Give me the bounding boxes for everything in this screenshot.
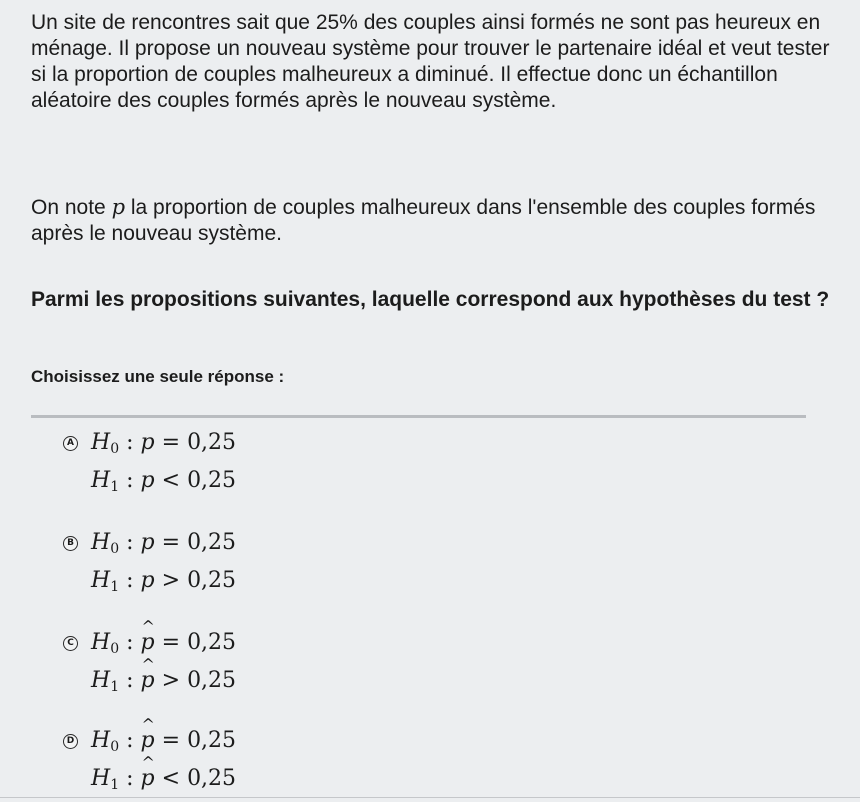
- option-a-h1: $H_1$ : p < 0,25: [91, 468, 237, 495]
- bottom-divider: [0, 797, 860, 798]
- option-d-radio-badge[interactable]: D: [63, 734, 78, 749]
- option-b-radio-badge[interactable]: B: [63, 536, 78, 551]
- option-d-h0: $H_0$ : ^ p = 0,25: [91, 726, 236, 762]
- option-c-h1: $H_1$ : ^ p > 0,25: [91, 666, 236, 702]
- definition-text-end: la proportion de couples malheureux dans l'ensemble des couples formés après le nouveau système.: [31, 196, 816, 245]
- definition-paragraph: [31, 194, 836, 247]
- option-b-h0: $H_0$ : p = 0,25: [91, 530, 237, 557]
- option-c-h0: $H_0$ : ^ p = 0,25: [91, 628, 236, 664]
- definition-text-start: On note: [31, 196, 112, 219]
- variable-p: p: [111, 195, 126, 219]
- option-d[interactable]: [63, 722, 483, 802]
- question-text: Parmi les propositions suivantes, laquelle correspond aux hypothèses du test ?: [31, 288, 830, 311]
- option-c-radio-badge[interactable]: C: [63, 636, 78, 651]
- option-a-h0: $H_0$ : p = 0,25: [91, 430, 237, 457]
- instruction-text: Choisissez une seule réponse :: [31, 367, 285, 386]
- option-a[interactable]: [63, 424, 483, 504]
- intro-paragraph: Un site de rencontres sait que 25% des couples ainsi formés ne sont pas heureux en ménage. Il propose un nouveau système pour trouver le partenaire idéal et veut tester si la proportion de couples malheureux a diminué. Il effectue donc un échantillon aléatoire des couples formés après le nouveau système.: [31, 11, 830, 112]
- option-d-h1: $H_1$ : ^ p < 0,25: [91, 764, 236, 800]
- option-b[interactable]: [63, 524, 483, 604]
- divider: [31, 415, 806, 418]
- option-c[interactable]: [63, 624, 483, 704]
- option-b-h1: $H_1$ : p > 0,25: [91, 568, 237, 595]
- option-a-radio-badge[interactable]: A: [63, 436, 78, 451]
